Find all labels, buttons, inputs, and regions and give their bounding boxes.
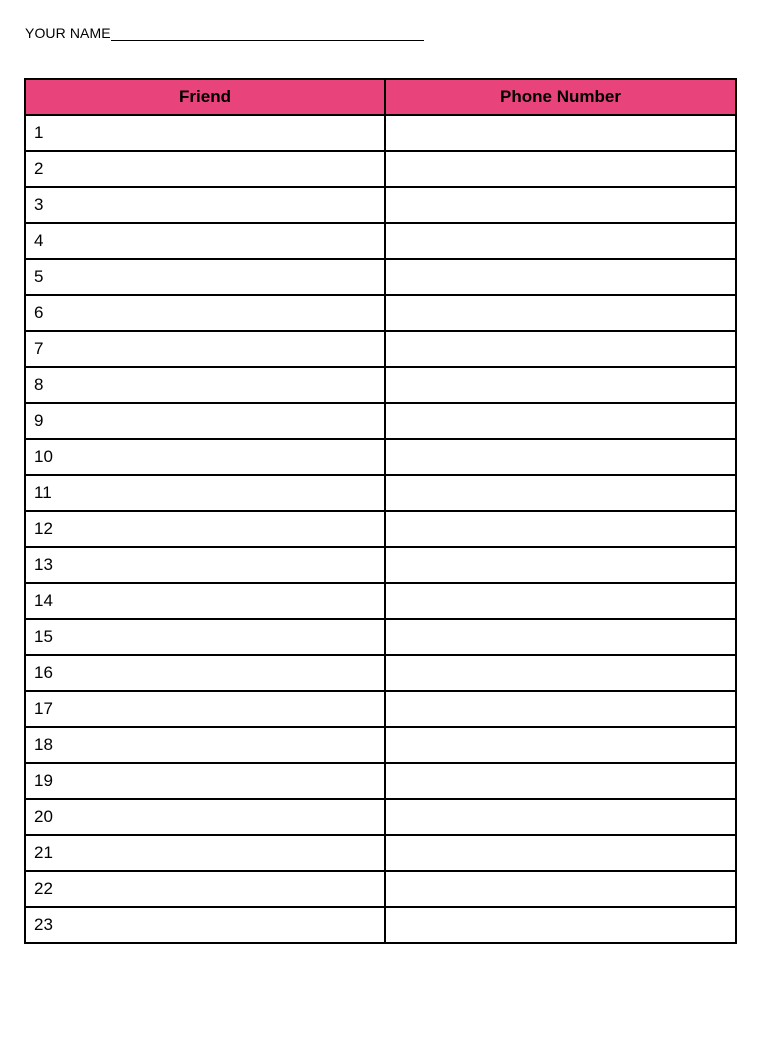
phone-number-cell[interactable]: [385, 907, 736, 943]
friend-cell[interactable]: 18: [25, 727, 385, 763]
table-row: [25, 259, 736, 295]
phone-number-cell[interactable]: [385, 763, 736, 799]
table-header-row: [25, 79, 736, 115]
table-row: [25, 151, 736, 187]
friend-cell[interactable]: 20: [25, 799, 385, 835]
phone-number-cell[interactable]: [385, 511, 736, 547]
table-row: [25, 475, 736, 511]
friend-cell[interactable]: 3: [25, 187, 385, 223]
table-row: [25, 331, 736, 367]
phone-number-cell[interactable]: [385, 871, 736, 907]
friend-cell[interactable]: 17: [25, 691, 385, 727]
table-row: [25, 799, 736, 835]
friend-cell[interactable]: 1: [25, 115, 385, 151]
phone-number-cell[interactable]: [385, 403, 736, 439]
phone-number-cell[interactable]: [385, 151, 736, 187]
phone-number-cell[interactable]: [385, 115, 736, 151]
table-row: [25, 871, 736, 907]
table-row: [25, 727, 736, 763]
friend-cell[interactable]: 8: [25, 367, 385, 403]
phone-number-cell[interactable]: [385, 547, 736, 583]
table-row: [25, 439, 736, 475]
table-row: [25, 655, 736, 691]
phone-number-cell[interactable]: [385, 259, 736, 295]
column-header-friend: Friend: [25, 79, 385, 115]
phone-number-cell[interactable]: [385, 475, 736, 511]
phone-number-cell[interactable]: [385, 367, 736, 403]
friend-cell[interactable]: 23: [25, 907, 385, 943]
phone-number-cell[interactable]: [385, 799, 736, 835]
phone-number-cell[interactable]: [385, 619, 736, 655]
phone-number-cell[interactable]: [385, 583, 736, 619]
friend-cell[interactable]: 11: [25, 475, 385, 511]
friend-cell[interactable]: 7: [25, 331, 385, 367]
phone-number-cell[interactable]: [385, 691, 736, 727]
table-row: [25, 187, 736, 223]
table-row: [25, 907, 736, 943]
phone-number-cell[interactable]: [385, 295, 736, 331]
name-field: [25, 25, 424, 41]
friend-cell[interactable]: 9: [25, 403, 385, 439]
column-header-phone-number: Phone Number: [385, 79, 736, 115]
name-label: YOUR NAME: [25, 25, 111, 41]
friend-cell[interactable]: 22: [25, 871, 385, 907]
friend-cell[interactable]: 10: [25, 439, 385, 475]
friend-cell[interactable]: 5: [25, 259, 385, 295]
table-row: [25, 691, 736, 727]
friend-cell[interactable]: 6: [25, 295, 385, 331]
friends-phone-table: [24, 78, 737, 944]
friend-cell[interactable]: 21: [25, 835, 385, 871]
table-row: [25, 115, 736, 151]
table-row: [25, 511, 736, 547]
friend-cell[interactable]: 12: [25, 511, 385, 547]
phone-number-cell[interactable]: [385, 727, 736, 763]
friend-cell[interactable]: 15: [25, 619, 385, 655]
table-row: [25, 223, 736, 259]
phone-number-cell[interactable]: [385, 439, 736, 475]
table-row: [25, 367, 736, 403]
table-row: [25, 403, 736, 439]
name-write-line[interactable]: [111, 27, 424, 41]
friend-cell[interactable]: 13: [25, 547, 385, 583]
phone-number-cell[interactable]: [385, 187, 736, 223]
table-body: [25, 115, 736, 943]
table-row: [25, 583, 736, 619]
friend-cell[interactable]: 16: [25, 655, 385, 691]
phone-number-cell[interactable]: [385, 331, 736, 367]
table-row: [25, 835, 736, 871]
table-row: [25, 763, 736, 799]
table-row: [25, 547, 736, 583]
phone-number-cell[interactable]: [385, 223, 736, 259]
table-row: [25, 619, 736, 655]
phone-number-cell[interactable]: [385, 835, 736, 871]
friend-cell[interactable]: 4: [25, 223, 385, 259]
friend-cell[interactable]: 14: [25, 583, 385, 619]
friend-cell[interactable]: 2: [25, 151, 385, 187]
friend-cell[interactable]: 19: [25, 763, 385, 799]
phone-number-cell[interactable]: [385, 655, 736, 691]
table-row: [25, 295, 736, 331]
